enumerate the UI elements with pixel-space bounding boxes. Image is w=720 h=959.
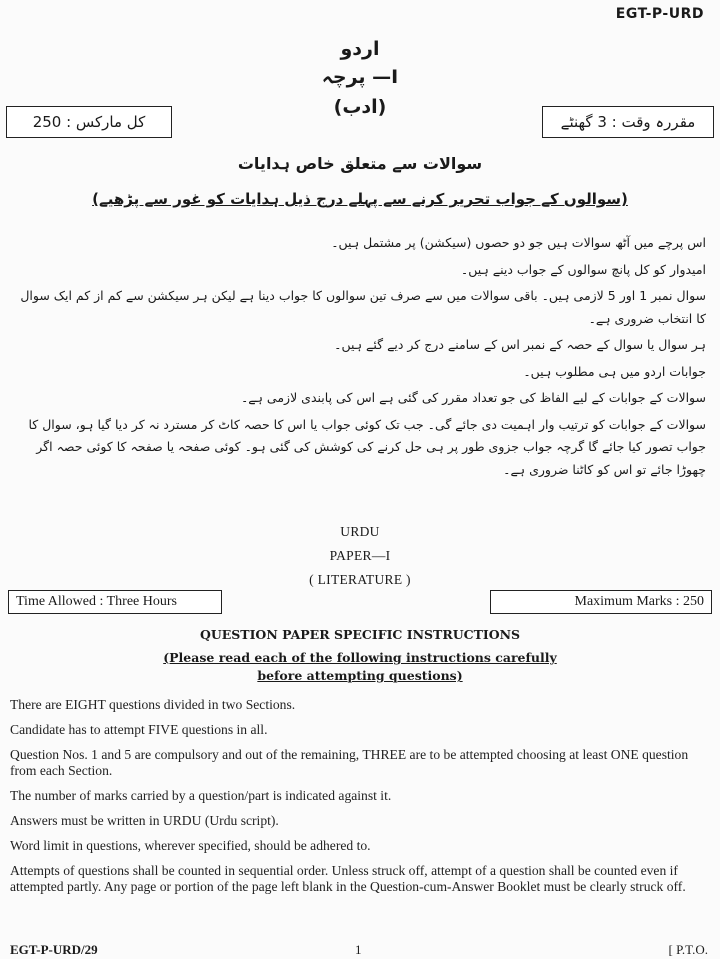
urdu-instruction-4: ہر سوال یا سوال کے حصہ کے نمبر اس کے سامنے درج کر دیے گئے ہیں۔ bbox=[334, 337, 706, 352]
urdu-instruction-5: جوابات اردو میں ہی مطلوب ہیں۔ bbox=[523, 363, 706, 379]
english-instruction-3: Question Nos. 1 and 5 are compulsory and out of the remaining, THREE are to be attempted choosing at least ONE question from each Section. bbox=[10, 747, 689, 778]
urdu-instruction-7: سوالات کے جوابات کو ترتیب وار اہمیت دی جائے گی۔ جب تک کوئی جواب یا اس کا حصہ کاٹ کر مسترد نہ کر دیا گیا ہو، سوال کا جواب تصور کیا جائے گا گرچہ جواب جزوی طور پر ہی حل کرنے کی کوشش کی گئی ہو۔ کوئی صفحہ یا صفحہ کا کوئی حصہ اگر چھوڑا جائے تو اس کو کاٹنا ضروری ہے۔ bbox=[28, 416, 706, 477]
english-instruction-4: The number of marks carried by a question/part is indicated against it. bbox=[10, 788, 392, 803]
urdu-max-marks-box bbox=[6, 106, 172, 138]
maximum-marks: Maximum Marks : 250 bbox=[574, 594, 704, 609]
maximum-marks-box bbox=[490, 590, 712, 614]
english-instructions-sub-1: (Please read each of the following instructions carefully bbox=[163, 650, 557, 665]
english-instructions-list bbox=[10, 697, 714, 904]
urdu-paper-type: (ادب) bbox=[333, 96, 387, 118]
time-allowed: Time Allowed : Three Hours bbox=[16, 594, 177, 609]
english-instruction-2: Candidate has to attempt FIVE questions in all. bbox=[10, 722, 268, 737]
english-paper-type: ( LITERATURE ) bbox=[309, 572, 411, 587]
urdu-instruction-2: امیدوار کو کل پانچ سوالوں کے جواب دینے ہیں۔ bbox=[460, 261, 706, 277]
english-instructions-sub-2: before attempting questions) bbox=[257, 668, 463, 683]
urdu-subject: اردو bbox=[340, 38, 380, 60]
urdu-paper: پرچہ —I bbox=[321, 66, 399, 88]
time-allowed-box bbox=[8, 590, 222, 614]
page-number: 1 bbox=[355, 942, 362, 957]
english-instruction-6: Word limit in questions, wherever specified, should be adhered to. bbox=[10, 838, 371, 853]
urdu-instruction-3: سوال نمبر 1 اور 5 لازمی ہیں۔ باقی سوالات میں سے صرف تین سوالوں کا جواب دینا ہے لیکن ہر سیکشن سے کم از کم ایک سوال کا انتخاب ضروری ہے۔ bbox=[20, 288, 706, 326]
urdu-instruction-6: سوالات کے جوابات کے لیے الفاظ کی جو تعداد مقرر کی گئی ہے اس کی پابندی لازمی ہے۔ bbox=[240, 390, 706, 405]
urdu-instructions-list bbox=[16, 232, 706, 485]
urdu-time: مقررہ وقت : 3 گھنٹے bbox=[560, 113, 696, 131]
english-paper: PAPER—I bbox=[329, 548, 391, 563]
english-instruction-1: There are EIGHT questions divided in two Sections. bbox=[10, 697, 296, 712]
urdu-instruction-1: اس پرچے میں آٹھ سوالات ہیں جو دو حصوں (سیکشن) پر مشتمل ہیں۔ bbox=[331, 235, 706, 250]
urdu-time-box bbox=[542, 106, 714, 138]
english-subject: URDU bbox=[340, 524, 380, 539]
pto-label: [ P.T.O. bbox=[668, 942, 708, 957]
urdu-instructions-title: سوالات سے متعلق خاص ہدایات bbox=[237, 154, 483, 173]
paper-code: EGT-P-URD bbox=[615, 6, 704, 22]
english-instructions-title: QUESTION PAPER SPECIFIC INSTRUCTIONS bbox=[199, 627, 521, 642]
footer-code: EGT-P-URD/29 bbox=[10, 942, 98, 957]
english-instruction-7: Attempts of questions shall be counted in sequential order. Unless struck off, attempt of a question shall be counted even if attempted partly. Any page or portion of the page left blank in the Question-cum-Answer Booklet must be clearly struck off. bbox=[10, 863, 686, 894]
urdu-instructions-subtitle: (سوالوں کے جواب تحریر کرنے سے پہلے درج ذیل ہدایات کو غور سے پڑھیے) bbox=[92, 190, 628, 208]
english-instruction-5: Answers must be written in URDU (Urdu script). bbox=[10, 813, 279, 828]
urdu-max-marks: کل مارکس : 250 bbox=[32, 113, 146, 131]
